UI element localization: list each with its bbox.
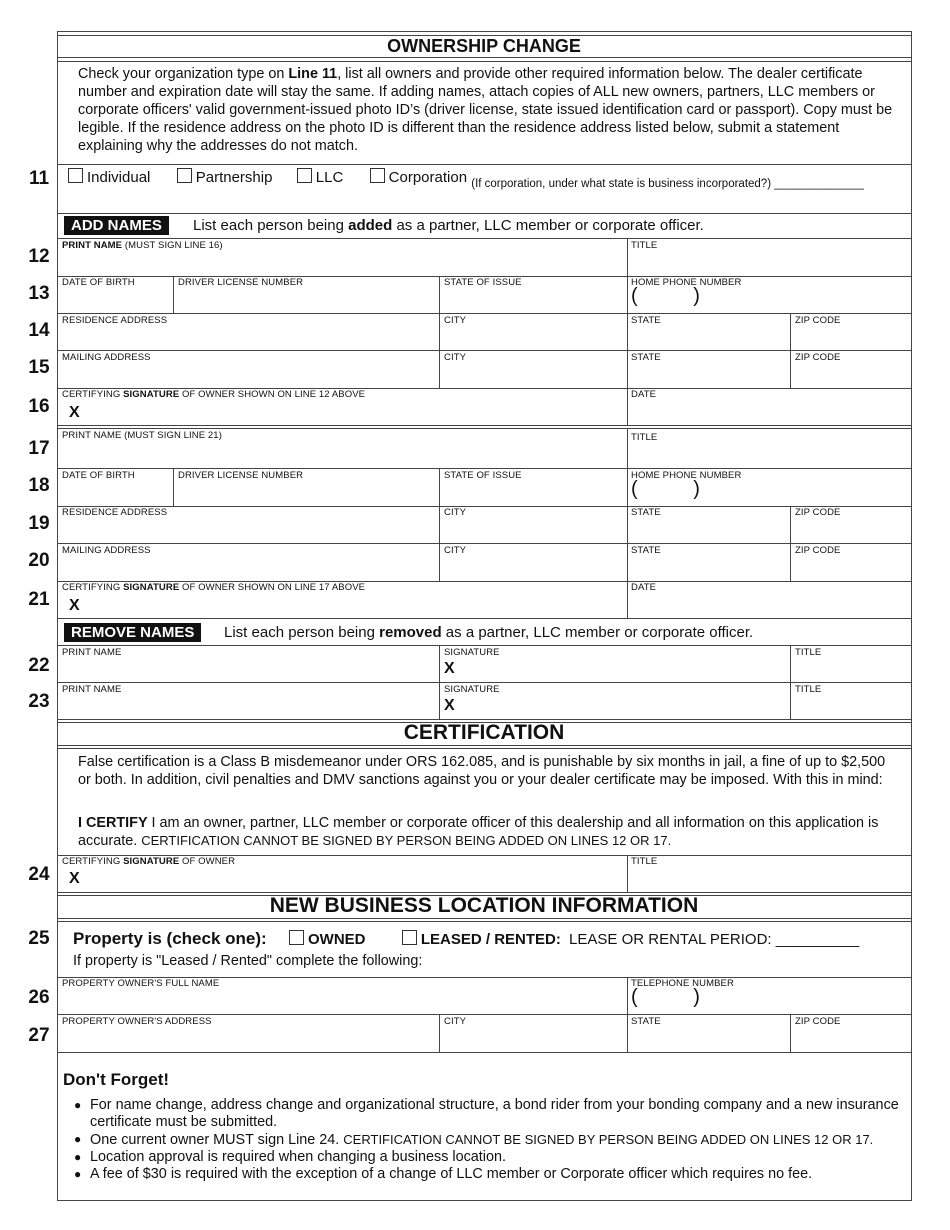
state-20-field[interactable]: STATE [631,545,661,556]
title-17-field[interactable]: TITLE [631,432,658,443]
city-20-field[interactable]: CITY [444,545,467,556]
title-24-field[interactable]: TITLE [631,856,658,867]
title-12-field[interactable]: TITLE [631,240,658,251]
list-item: ● One current owner MUST sign Line 24. CERTIFICATION CANNOT BE SIGNED BY PERSON BEING ADDED ON LINES 12 OR 17. [70,1131,910,1149]
dob-13-field[interactable]: DATE OF BIRTH [62,277,135,288]
remove-names-text: List each person being removed as a partner, LLC member or corporate officer. [224,624,754,641]
print-name-12-field[interactable]: PRINT NAME (MUST SIGN LINE 16) [62,240,223,251]
city-15-field[interactable]: CITY [444,352,467,363]
list-item: ● For name change, address change and organizational structure, a bond rider from your bonding company and a new insurance certificate must be submitted. [70,1097,910,1131]
date-16-field[interactable]: DATE [631,389,657,400]
sign-x-24: X [69,870,80,887]
home-phone-18-field[interactable]: HOME PHONE NUMBER [631,470,742,481]
print-name-22-field[interactable]: PRINT NAME [62,647,122,658]
home-phone-13-field[interactable]: HOME PHONE NUMBER [631,277,742,288]
intro-text: Check your organization type on Line 11, list all owners and provide other required information below. The dealer certificate number and expiration date will stay the same. If adding names, attach copies of ALL new owners, partners, LLC members or corporate officers' valid government-issued photo ID’s (driver license, state issued identification card or passport). Copy must be legible. If the residence address on the photo ID is different than the residence address listed below, submit a statement explaining why the addresses do not match. [78,66,893,154]
property-row [73,929,859,949]
zip-27-field[interactable]: ZIP CODE [795,1016,841,1027]
section-title-ownership-change: OWNERSHIP CHANGE [387,36,581,56]
line-number-16: 16 [28,396,50,417]
leased-checkbox[interactable]: LEASED / RENTED: [402,931,561,948]
org-type-row [68,168,864,190]
certification-warning: False certification is a Class B misdemeanor under ORS 162.085, and is punishable by six months in jail, a fine of up to $2,500 or both. In addition, civil penalties and DMV sanctions against you or your dealer certificate may be imposed. With this in mind: [78,754,886,788]
line-number-14: 14 [28,320,50,341]
state-issue-18-field[interactable]: STATE OF ISSUE [444,470,522,481]
individual-checkbox[interactable]: Individual [68,169,150,186]
line-number-26: 26 [28,987,50,1008]
dont-forget-list [70,1097,910,1183]
line-number-25: 25 [28,928,50,949]
print-name-23-field[interactable]: PRINT NAME [62,684,122,695]
property-owner-address-field[interactable]: PROPERTY OWNER'S ADDRESS [62,1016,212,1027]
zip-14-field[interactable]: ZIP CODE [795,315,841,326]
state-27-field[interactable]: STATE [631,1016,661,1027]
sign-x-22: X [444,660,455,677]
dob-18-field[interactable]: DATE OF BIRTH [62,470,135,481]
state-issue-13-field[interactable]: STATE OF ISSUE [444,277,522,288]
zip-20-field[interactable]: ZIP CODE [795,545,841,556]
city-14-field[interactable]: CITY [444,315,467,326]
sign-x-21: X [69,597,80,614]
date-21-field[interactable]: DATE [631,582,657,593]
corp-state-question[interactable]: (If corporation, under what state is business incorporated?) ______________ [471,178,864,190]
line-number-12: 12 [28,246,50,267]
corporation-checkbox[interactable]: Corporation [370,169,467,186]
signature-22-field[interactable]: SIGNATURE [444,647,500,658]
phone-parens-13: ( ) [631,285,700,307]
phone-parens-18: ( ) [631,478,700,500]
signature-24-field[interactable]: CERTIFYING SIGNATURE OF OWNER [62,856,236,867]
state-19-field[interactable]: STATE [631,507,661,518]
line-number-27: 27 [28,1025,50,1046]
line-number-13: 13 [28,283,50,304]
property-label: Property is (check one): [73,929,267,948]
line-number-24: 24 [28,864,50,885]
line-number-19: 19 [28,513,50,534]
partnership-checkbox[interactable]: Partnership [177,169,273,186]
add-names-text: List each person being added as a partner, LLC member or corporate officer. [193,217,704,234]
line-number-23: 23 [28,691,50,712]
line-number-15: 15 [28,357,50,378]
sign-x-23: X [444,697,455,714]
section-title-certification: CERTIFICATION [403,721,565,744]
residence-19-field[interactable]: RESIDENCE ADDRESS [62,507,168,518]
state-14-field[interactable]: STATE [631,315,661,326]
title-23-field[interactable]: TITLE [795,684,822,695]
signature-21-field[interactable]: CERTIFYING SIGNATURE OF OWNER SHOWN ON LINE 17 ABOVE [62,582,366,593]
residence-14-field[interactable]: RESIDENCE ADDRESS [62,315,168,326]
signature-23-field[interactable]: SIGNATURE [444,684,500,695]
dont-forget-title: Don't Forget! [63,1070,170,1089]
section-title-new-business: NEW BUSINESS LOCATION INFORMATION [269,894,699,917]
sign-x-16: X [69,404,80,421]
mailing-20-field[interactable]: MAILING ADDRESS [62,545,151,556]
telephone-26-field[interactable]: TELEPHONE NUMBER [631,978,734,989]
add-names-badge: ADD NAMES [64,216,169,235]
zip-19-field[interactable]: ZIP CODE [795,507,841,518]
zip-15-field[interactable]: ZIP CODE [795,352,841,363]
leased-instructions: If property is "Leased / Rented" complete the following: [73,953,423,969]
list-item: ● A fee of $30 is required with the exception of a change of LLC member or Corporate officer which requires no fee. [70,1166,910,1183]
phone-parens-26: ( ) [631,986,700,1008]
owned-checkbox[interactable]: OWNED [289,931,366,948]
certification-statement: I CERTIFY I am an owner, partner, LLC member or corporate officer of this dealership and all information on this application is accurate. CERTIFICATION CANNOT BE SIGNED BY PERSON BEING ADDED ON LINES 12 OR 17. [78,815,879,849]
property-owner-name-field[interactable]: PROPERTY OWNER'S FULL NAME [62,978,220,989]
signature-16-field[interactable]: CERTIFYING SIGNATURE OF OWNER SHOWN ON LINE 12 ABOVE [62,389,366,400]
line-number-17: 17 [28,438,50,459]
lease-period-field[interactable]: LEASE OR RENTAL PERIOD: __________ [569,931,860,948]
list-item: ● Location approval is required when changing a business location. [70,1149,910,1166]
line-number-18: 18 [28,475,50,496]
line-number-20: 20 [28,550,50,571]
line-number-21: 21 [28,589,50,610]
print-name-17-field[interactable]: PRINT NAME (MUST SIGN LINE 21) [62,430,222,441]
dl-number-13-field[interactable]: DRIVER LICENSE NUMBER [178,277,304,288]
title-22-field[interactable]: TITLE [795,647,822,658]
city-19-field[interactable]: CITY [444,507,467,518]
dl-number-18-field[interactable]: DRIVER LICENSE NUMBER [178,470,304,481]
city-27-field[interactable]: CITY [444,1016,467,1027]
line-number-11: 11 [28,168,50,189]
state-15-field[interactable]: STATE [631,352,661,363]
llc-checkbox[interactable]: LLC [297,169,344,186]
line-number-22: 22 [28,655,50,676]
remove-names-badge: REMOVE NAMES [64,623,201,642]
mailing-15-field[interactable]: MAILING ADDRESS [62,352,151,363]
